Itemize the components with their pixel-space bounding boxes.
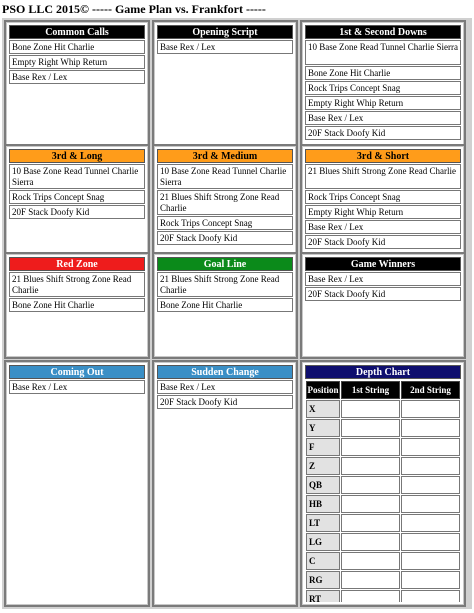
- depth-header-position: Position: [306, 381, 340, 399]
- first-second-downs-panel: [300, 20, 466, 151]
- play-entry: 20F Stack Doofy Kid: [305, 235, 461, 249]
- play-entry: Bone Zone Hit Charlie: [9, 40, 145, 54]
- depth-header-1st-string: 1st String: [341, 381, 400, 399]
- play-entry: Bone Zone Hit Charlie: [305, 66, 461, 80]
- third-short-panel: [300, 144, 466, 269]
- play-entry: Bone Zone Hit Charlie: [157, 298, 293, 312]
- depth-row: [306, 438, 460, 456]
- first-second-downs-header: 1st & Second Downs: [305, 25, 461, 39]
- opening-script-panel: [152, 20, 298, 151]
- depth-row: [306, 476, 460, 494]
- play-entry: 10 Base Zone Read Tunnel Charlie Sierra: [9, 164, 145, 189]
- play-entry: Rock Trips Concept Snag: [157, 216, 293, 230]
- second-string-slot: [401, 419, 460, 437]
- first-string-slot: [341, 495, 400, 513]
- third-long-panel: [4, 144, 150, 269]
- play-entry: Bone Zone Hit Charlie: [9, 298, 145, 312]
- play-entry: 20F Stack Doofy Kid: [305, 287, 461, 301]
- play-entry: Base Rex / Lex: [305, 220, 461, 234]
- third-medium-header: 3rd & Medium: [157, 149, 293, 163]
- play-entry: 21 Blues Shift Strong Zone Read Charlie: [305, 164, 461, 189]
- game-plan-grid: [2, 18, 472, 609]
- page-title: PSO LLC 2015© ----- Game Plan vs. Frankfort -----: [2, 2, 266, 16]
- depth-row: [306, 495, 460, 513]
- play-entry: 20F Stack Doofy Kid: [157, 231, 293, 245]
- first-string-slot: [341, 457, 400, 475]
- second-string-slot: [401, 438, 460, 456]
- play-entry: Rock Trips Concept Snag: [305, 190, 461, 204]
- depth-chart-header: Depth Chart: [305, 365, 461, 379]
- play-entry: Empty Right Whip Return: [9, 55, 145, 69]
- depth-chart-panel: [300, 360, 466, 607]
- play-entry: 20F Stack Doofy Kid: [157, 395, 293, 409]
- position-label: Y: [306, 419, 340, 437]
- first-string-slot: [341, 533, 400, 551]
- first-string-slot: [341, 590, 400, 602]
- common-calls-panel: [4, 20, 150, 151]
- position-label: LG: [306, 533, 340, 551]
- game-winners-header: Game Winners: [305, 257, 461, 271]
- depth-row: [306, 419, 460, 437]
- position-label: LT: [306, 514, 340, 532]
- play-entry: Base Rex / Lex: [305, 272, 461, 286]
- red-zone-header: Red Zone: [9, 257, 145, 271]
- first-string-slot: [341, 419, 400, 437]
- second-string-slot: [401, 457, 460, 475]
- second-string-slot: [401, 476, 460, 494]
- position-label: X: [306, 400, 340, 418]
- second-string-slot: [401, 514, 460, 532]
- play-entry: Base Rex / Lex: [157, 40, 293, 54]
- depth-row: [306, 533, 460, 551]
- first-string-slot: [341, 400, 400, 418]
- second-string-slot: [401, 400, 460, 418]
- first-string-slot: [341, 571, 400, 589]
- depth-row: [306, 457, 460, 475]
- coming-out-header: Coming Out: [9, 365, 145, 379]
- opening-script-header: Opening Script: [157, 25, 293, 39]
- third-long-header: 3rd & Long: [9, 149, 145, 163]
- position-label: F: [306, 438, 340, 456]
- common-calls-header: Common Calls: [9, 25, 145, 39]
- first-string-slot: [341, 514, 400, 532]
- goal-line-panel: [152, 252, 298, 359]
- depth-row: [306, 552, 460, 570]
- depth-row: [306, 514, 460, 532]
- play-entry: 10 Base Zone Read Tunnel Charlie Sierra: [305, 40, 461, 65]
- play-entry: Rock Trips Concept Snag: [305, 81, 461, 95]
- play-entry: 10 Base Zone Read Tunnel Charlie Sierra: [157, 164, 293, 189]
- third-medium-panel: [152, 144, 298, 269]
- first-string-slot: [341, 476, 400, 494]
- play-entry: Empty Right Whip Return: [305, 205, 461, 219]
- depth-row: [306, 590, 460, 602]
- play-entry: Rock Trips Concept Snag: [9, 190, 145, 204]
- play-entry: 21 Blues Shift Strong Zone Read Charlie: [9, 272, 145, 297]
- game-winners-panel: [300, 252, 466, 359]
- play-entry: Base Rex / Lex: [9, 70, 145, 84]
- play-entry: 20F Stack Doofy Kid: [9, 205, 145, 219]
- goal-line-header: Goal Line: [157, 257, 293, 271]
- play-entry: Base Rex / Lex: [305, 111, 461, 125]
- play-entry: Base Rex / Lex: [9, 380, 145, 394]
- sudden-change-panel: [152, 360, 298, 607]
- second-string-slot: [401, 590, 460, 602]
- third-short-header: 3rd & Short: [305, 149, 461, 163]
- red-zone-panel: [4, 252, 150, 359]
- play-entry: Empty Right Whip Return: [305, 96, 461, 110]
- coming-out-panel: [4, 360, 150, 607]
- first-string-slot: [341, 552, 400, 570]
- second-string-slot: [401, 571, 460, 589]
- position-label: QB: [306, 476, 340, 494]
- sudden-change-header: Sudden Change: [157, 365, 293, 379]
- second-string-slot: [401, 495, 460, 513]
- depth-row: [306, 400, 460, 418]
- first-string-slot: [341, 438, 400, 456]
- position-label: HB: [306, 495, 340, 513]
- second-string-slot: [401, 552, 460, 570]
- depth-header-2nd-string: 2nd String: [401, 381, 460, 399]
- depth-chart-table: [305, 380, 461, 602]
- play-entry: 21 Blues Shift Strong Zone Read Charlie: [157, 190, 293, 215]
- position-label: RT: [306, 590, 340, 602]
- depth-row: [306, 571, 460, 589]
- position-label: RG: [306, 571, 340, 589]
- play-entry: 21 Blues Shift Strong Zone Read Charlie: [157, 272, 293, 297]
- position-label: C: [306, 552, 340, 570]
- play-entry: 20F Stack Doofy Kid: [305, 126, 461, 140]
- position-label: Z: [306, 457, 340, 475]
- play-entry: Base Rex / Lex: [157, 380, 293, 394]
- second-string-slot: [401, 533, 460, 551]
